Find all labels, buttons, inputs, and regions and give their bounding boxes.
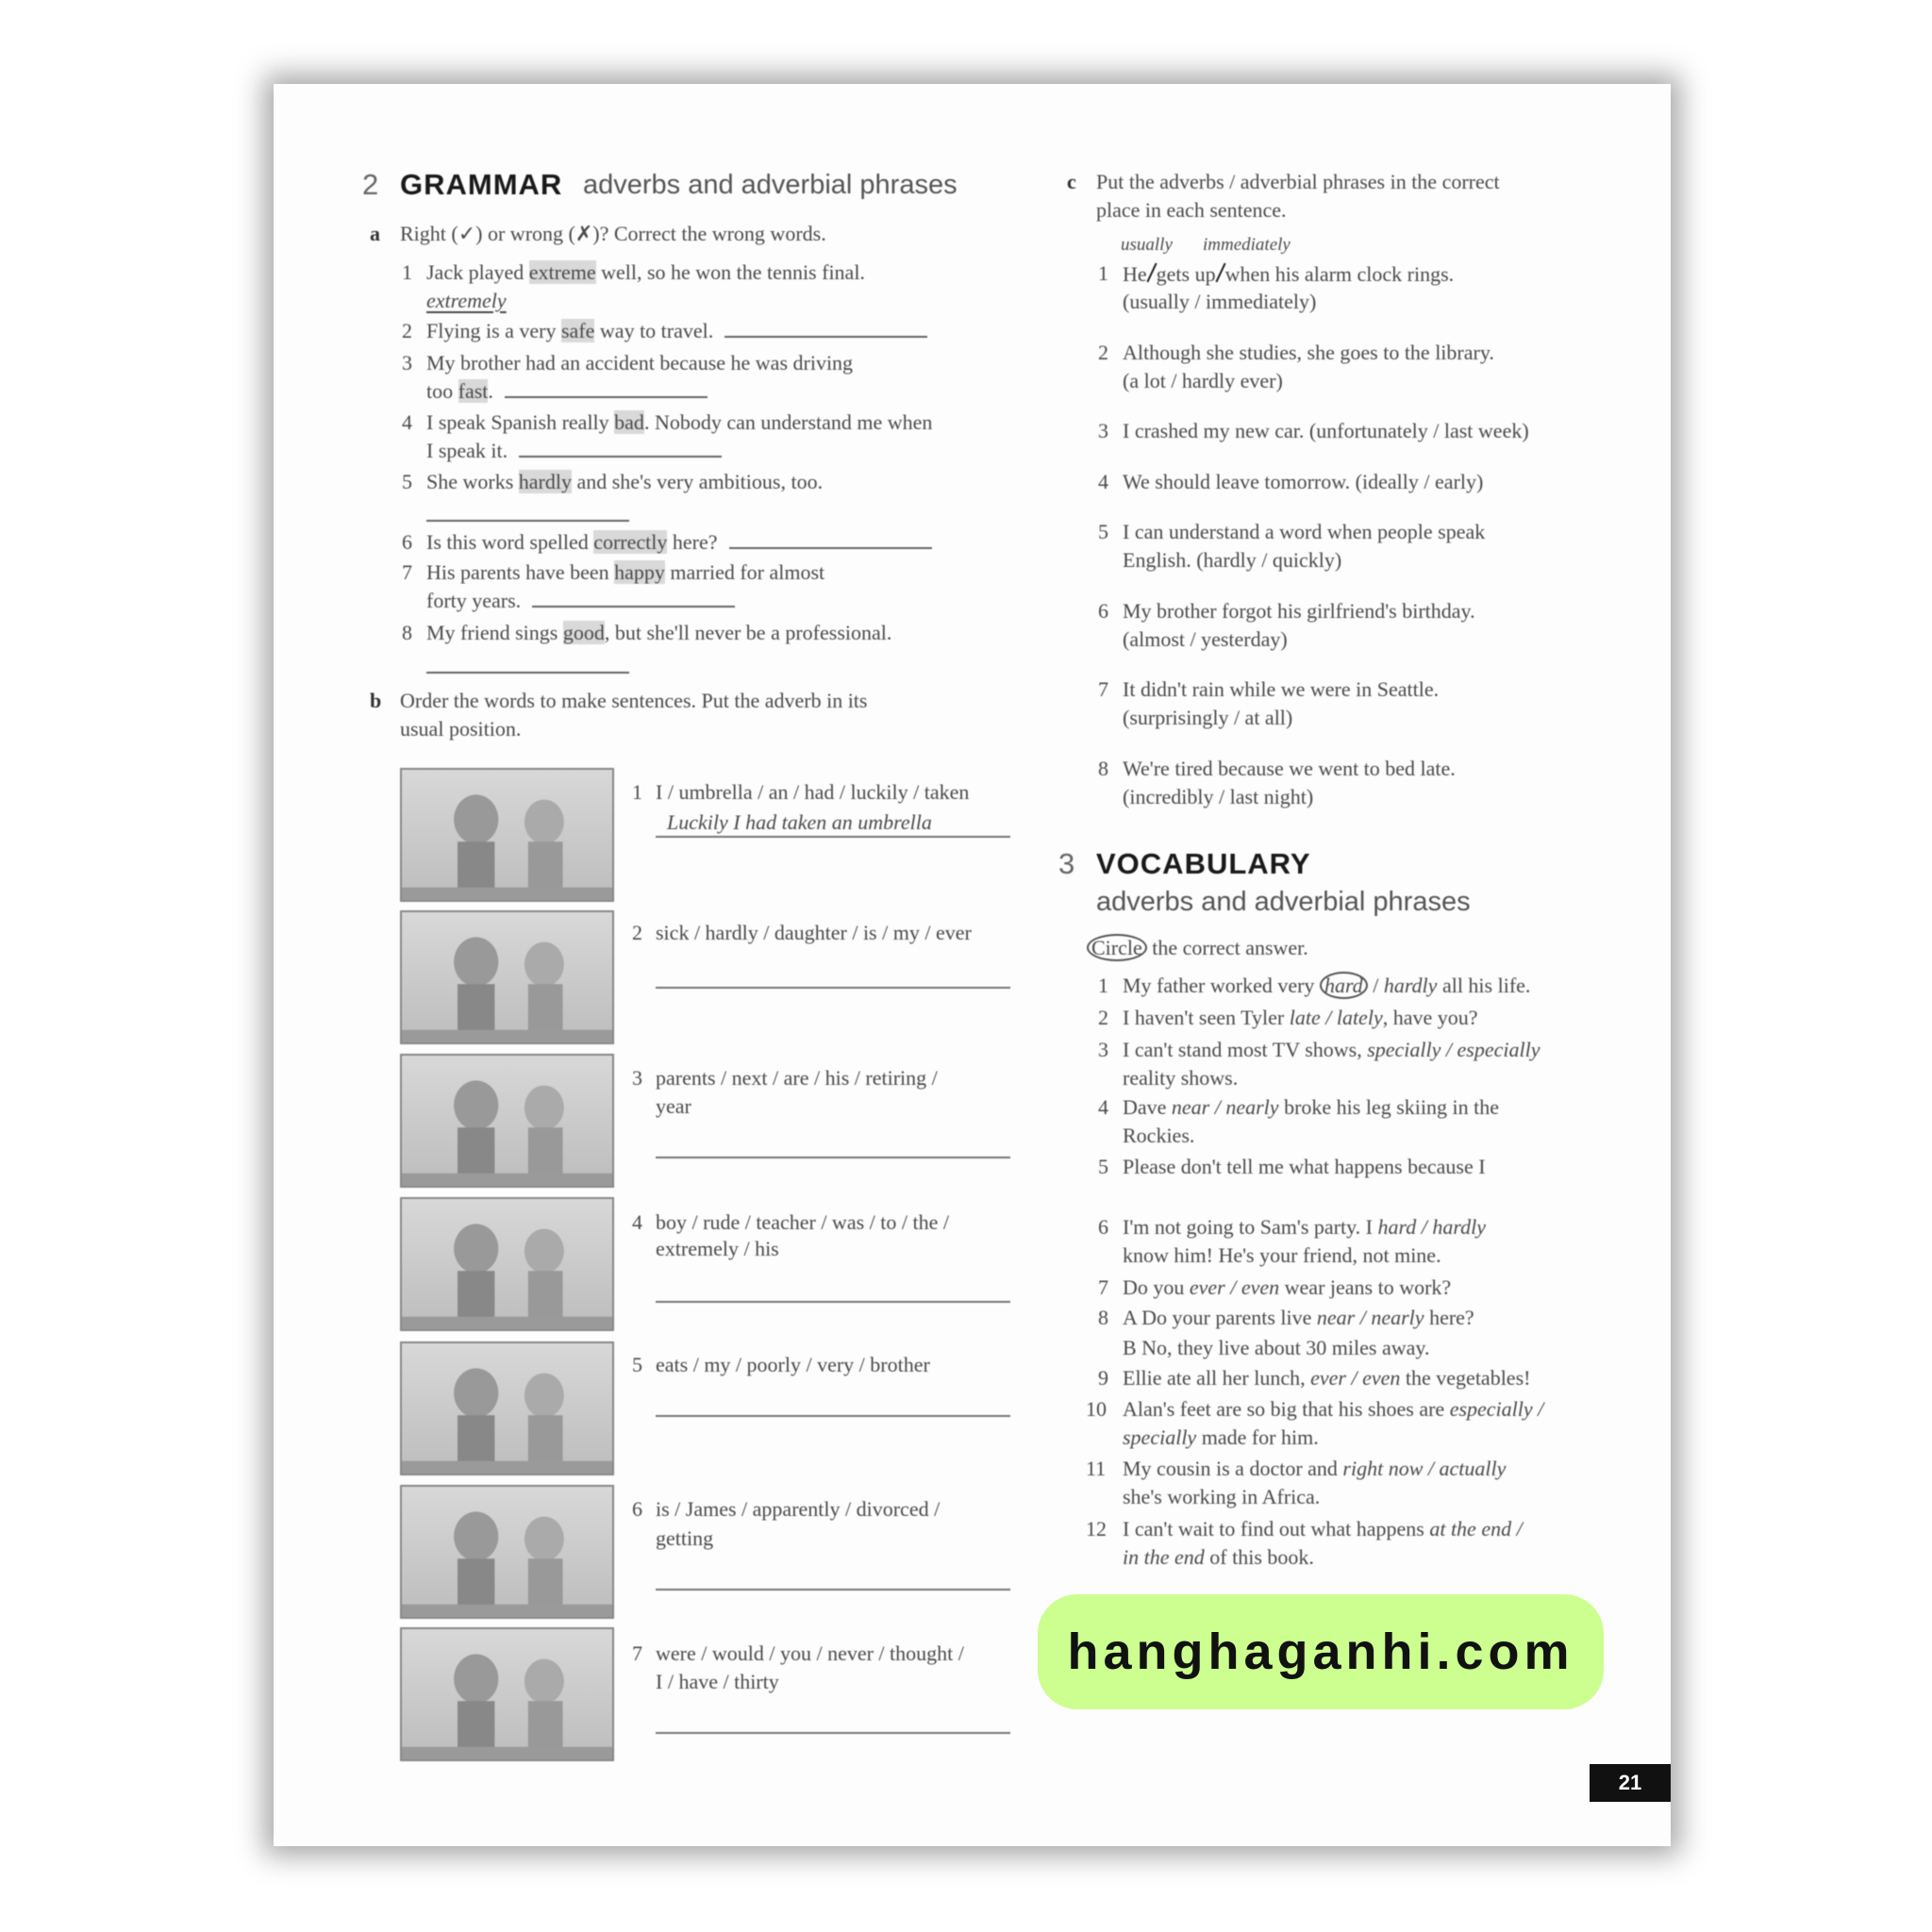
exercise-instruction: place in each sentence. (1096, 198, 1287, 222)
grammar-section-number: 2 (362, 168, 379, 201)
illustration-two-women-child (400, 910, 614, 1044)
item-number: 6 (402, 530, 412, 554)
answer-blank[interactable] (729, 530, 932, 549)
text-segment: (a lot / hardly ever) (1123, 369, 1283, 392)
answer-option: right now / actually (1342, 1457, 1507, 1480)
text-segment: / (1367, 974, 1384, 997)
item-number: 7 (1098, 677, 1108, 701)
text-segment: He (1123, 262, 1147, 286)
text-segment: My father worked very (1123, 974, 1320, 997)
item-number: 9 (1098, 1366, 1108, 1390)
answer-option: near / nearly (1171, 1095, 1279, 1119)
vocabulary-sentence (1123, 1335, 1429, 1361)
circle-example: Circle (1087, 934, 1147, 961)
item-number: 2 (402, 319, 412, 342)
text-segment: We should leave tomorrow. (ideally / early) (1123, 470, 1484, 493)
item-number: 8 (1098, 757, 1108, 780)
highlighted-word: bad (614, 410, 644, 434)
item-number: 3 (402, 351, 412, 375)
vocabulary-sentence (1123, 1305, 1474, 1331)
item-number: 6 (1098, 1215, 1108, 1239)
watermark-banner (1038, 1594, 1604, 1709)
answer-option: ever / even (1189, 1275, 1280, 1299)
vocabulary-sentence (1123, 1456, 1506, 1482)
text-segment: Alan's feet are so big that his shoes are (1123, 1397, 1450, 1421)
answer-option: specially (1123, 1425, 1197, 1449)
text-segment: She works (426, 470, 519, 493)
vocabulary-section-title: VOCABULARY (1096, 847, 1311, 880)
word-prompt: extremely / his (656, 1237, 779, 1260)
item-number: 5 (402, 470, 412, 493)
exercise-instruction: Put the adverbs / adverbial phrases in the correct (1096, 170, 1500, 193)
text-segment: way to travel. (594, 319, 714, 342)
item-number: 7 (632, 1641, 642, 1665)
exercise-sentence (1123, 260, 1454, 288)
vocabulary-sentence (1123, 1037, 1540, 1063)
text-segment: and she's very ambitious, too. (571, 470, 824, 493)
item-number: 1 (1098, 974, 1108, 997)
answer-blank[interactable] (519, 439, 722, 458)
item-number: 2 (1098, 341, 1108, 364)
text-segment: A Do your parents live (1123, 1306, 1317, 1329)
item-number: 3 (1098, 1038, 1108, 1061)
highlighted-word: fast (458, 379, 489, 403)
text-segment: We're tired because we went to bed late. (1123, 757, 1456, 780)
item-number: 8 (402, 621, 412, 644)
grammar-section-subtitle: adverbs and adverbial phrases (583, 170, 958, 200)
text-segment: wear jeans to work? (1279, 1275, 1452, 1299)
text-segment: Please don't tell me what happens because I (1123, 1155, 1486, 1178)
item-number: 4 (1098, 470, 1108, 493)
text-segment: His parents have been (426, 560, 615, 584)
exercise-sentence (426, 438, 722, 464)
vocabulary-section-number: 3 (1058, 847, 1075, 880)
item-number: 1 (632, 780, 642, 804)
answer-blank[interactable] (505, 379, 708, 398)
answer-blank[interactable] (426, 655, 629, 674)
text-segment: (surprisingly / at all) (1123, 706, 1293, 729)
exercise-sentence (426, 378, 708, 405)
exercise-sentence (1123, 547, 1341, 574)
exercise-sentence (426, 288, 507, 314)
word-prompt: year (656, 1094, 691, 1118)
answer-option: especially / (1449, 1397, 1544, 1421)
answer-option: specially / especially (1367, 1038, 1541, 1061)
text-segment: Jack played (426, 260, 529, 284)
vocabulary-instruction (1087, 935, 1308, 961)
word-prompt: sick / hardly / daughter / is / my / ever (656, 921, 972, 944)
watermark-text: hanghaganhi.com (1067, 1624, 1574, 1680)
illustration-cafe-gossip (400, 1485, 614, 1619)
vocabulary-sentence (1123, 1154, 1486, 1180)
word-prompt: were / would / you / never / thought / (656, 1641, 964, 1665)
item-number: 6 (632, 1497, 642, 1521)
item-number: 3 (632, 1066, 642, 1090)
item-number: 8 (1098, 1306, 1108, 1329)
insertion-mark (1147, 260, 1157, 281)
answer-line[interactable] (656, 987, 1010, 989)
item-number: 2 (1098, 1006, 1108, 1029)
exercise-sentence (1123, 676, 1439, 703)
vocabulary-sentence (1123, 1516, 1523, 1542)
exercise-sentence (1123, 784, 1313, 810)
answer-option: hardly (1383, 974, 1438, 997)
item-number: 7 (1098, 1275, 1108, 1299)
exercise-sentence (1123, 756, 1456, 782)
text-segment: Do you (1123, 1275, 1190, 1299)
text-segment: know him! He's your friend, not mine. (1123, 1243, 1441, 1267)
item-number: 1 (402, 260, 412, 284)
answer-option: ever / even (1310, 1366, 1401, 1390)
item-number: 5 (1098, 520, 1108, 543)
text-segment: . Nobody can understand me when (643, 410, 933, 434)
text-segment: , have you? (1382, 1006, 1478, 1029)
exercise-sentence (426, 350, 853, 376)
text-segment: , but she'll never be a professional. (604, 621, 892, 644)
circled-answer: hard (1320, 972, 1368, 999)
vocabulary-sentence (1123, 1424, 1319, 1451)
item-number: 11 (1086, 1457, 1107, 1480)
example-answer: extremely (426, 289, 507, 312)
item-number: 5 (632, 1353, 642, 1376)
exercise-sentence (426, 259, 865, 286)
insertion-mark (1216, 260, 1225, 281)
word-prompt: I / have / thirty (656, 1670, 779, 1693)
text-segment: broke his leg skiing in the (1278, 1095, 1499, 1119)
answer-line[interactable] (656, 1415, 1010, 1417)
illustration-older-couple (400, 1054, 614, 1188)
text-segment: the vegetables! (1400, 1366, 1531, 1390)
answer-line[interactable] (656, 1732, 1010, 1734)
highlighted-word: correctly (593, 530, 668, 554)
word-prompt: eats / my / poorly / very / brother (656, 1353, 930, 1376)
text-segment: Is this word spelled (426, 530, 594, 554)
insertion-hint: usually (1121, 235, 1173, 255)
text-segment: when his alarm clock rings. (1224, 262, 1455, 286)
text-segment: It didn't rain while we were in Seattle. (1123, 677, 1440, 701)
answer-line[interactable] (656, 1589, 1010, 1591)
grammar-section-title: GRAMMAR (400, 168, 563, 201)
exercise-sentence (426, 588, 735, 614)
text-segment: made for him. (1196, 1425, 1319, 1449)
text-segment: too (426, 379, 458, 403)
exercise-letter: c (1067, 170, 1076, 193)
vocabulary-sentence (1123, 973, 1530, 999)
exercise-instruction: Right (✓) or wrong (✗)? Correct the wrong words. (400, 222, 826, 245)
exercise-sentence (1123, 705, 1292, 731)
answer-blank[interactable] (724, 319, 927, 338)
exercise-sentence (1123, 340, 1494, 366)
highlighted-word: hardly (518, 470, 572, 493)
vocabulary-sentence (1123, 1123, 1194, 1149)
answer-option: late / lately (1289, 1006, 1383, 1029)
vocabulary-sentence (1123, 1214, 1486, 1241)
word-prompt: I / umbrella / an / had / luckily / taken (656, 780, 970, 804)
exercise-sentence (426, 559, 824, 586)
answer-line[interactable] (656, 1301, 1010, 1303)
text-segment: of this book. (1204, 1545, 1314, 1569)
text-segment: (usually / immediately) (1123, 290, 1317, 313)
text-segment: My friend sings (426, 621, 563, 644)
highlighted-word: happy (614, 560, 665, 584)
text-segment: I crashed my new car. (unfortunately / last week) (1123, 419, 1529, 442)
item-number: 4 (402, 410, 412, 434)
text-segment: well, so he won the tennis final. (595, 260, 865, 284)
text-segment: My brother had an accident because he was driving (426, 351, 854, 375)
exercise-instruction: Order the words to make sentences. Put the adverb in its (400, 689, 868, 712)
illustration-office-workers (400, 1627, 614, 1761)
text-segment: My cousin is a doctor and (1123, 1457, 1343, 1480)
exercise-sentence (1123, 469, 1483, 495)
vocabulary-sentence (1123, 1484, 1320, 1510)
vocabulary-sentence (1123, 1242, 1441, 1269)
exercise-sentence (1123, 418, 1529, 444)
text-segment: My brother forgot his girlfriend's birthday. (1123, 599, 1475, 623)
text-segment: (almost / yesterday) (1123, 627, 1288, 651)
exercise-sentence (426, 409, 932, 436)
answer-blank[interactable] (426, 503, 629, 522)
text-segment: (incredibly / last night) (1123, 785, 1314, 808)
exercise-sentence (426, 469, 823, 495)
exercise-sentence (426, 502, 629, 528)
text-segment: here? (1424, 1306, 1474, 1329)
item-number: 5 (1098, 1155, 1108, 1178)
vocabulary-section-subtitle: adverbs and adverbial phrases (1096, 887, 1471, 917)
text-segment: I can't wait to find out what happens (1123, 1517, 1430, 1541)
text-segment: all his life. (1437, 974, 1531, 997)
illustration-school-corridor (400, 1197, 614, 1331)
vocabulary-sentence (1123, 1065, 1238, 1091)
instruction-text: the correct answer. (1146, 936, 1308, 959)
exercise-sentence (1123, 368, 1283, 394)
text-segment: she's working in Africa. (1123, 1485, 1321, 1508)
vocabulary-sentence (1123, 1396, 1543, 1423)
text-segment: Flying is a very (426, 319, 561, 342)
exercise-sentence (1123, 519, 1485, 545)
text-segment: B No, they live about 30 miles away. (1123, 1336, 1430, 1359)
exercise-instruction: usual position. (400, 717, 522, 741)
item-number: 1 (1098, 261, 1108, 285)
text-segment: here? (667, 530, 718, 554)
exercise-letter: b (370, 689, 382, 712)
exercise-sentence (426, 654, 629, 680)
item-number: 10 (1086, 1397, 1107, 1421)
text-segment: I can understand a word when people speak (1123, 520, 1486, 543)
vocabulary-sentence (1123, 1094, 1499, 1121)
item-number: 6 (1098, 599, 1108, 623)
exercise-sentence (1123, 598, 1475, 625)
vocabulary-sentence (1123, 1005, 1478, 1031)
answer-option: hard / hardly (1377, 1215, 1486, 1239)
text-segment: reality shows. (1123, 1066, 1239, 1090)
illustration-man-eating (400, 1341, 614, 1475)
exercise-sentence (426, 620, 891, 646)
vocabulary-sentence (1123, 1544, 1314, 1571)
vocabulary-sentence (1123, 1365, 1530, 1391)
vocabulary-sentence (1123, 1274, 1451, 1301)
item-number: 2 (632, 921, 642, 944)
answer-blank[interactable] (532, 589, 735, 608)
text-segment: I'm not going to Sam's party. I (1123, 1215, 1378, 1239)
text-segment: I speak it. (426, 439, 508, 462)
insertion-hint: immediately (1203, 235, 1291, 255)
text-segment: Rockies. (1123, 1124, 1195, 1147)
item-number: 4 (1098, 1095, 1108, 1119)
answer-line[interactable] (656, 836, 1010, 838)
item-number: 7 (402, 560, 412, 584)
text-segment: . (488, 379, 493, 403)
item-number: 4 (632, 1210, 642, 1234)
exercise-sentence (426, 318, 927, 344)
text-segment: I can't stand most TV shows, (1123, 1038, 1368, 1061)
text-segment: forty years. (426, 589, 522, 612)
item-number: 3 (1098, 419, 1108, 442)
exercise-sentence (426, 529, 932, 556)
illustration-umbrella-rain (400, 768, 614, 902)
word-prompt: parents / next / are / his / retiring / (656, 1066, 938, 1090)
word-prompt: is / James / apparently / divorced / (656, 1497, 941, 1521)
exercise-sentence (1123, 626, 1288, 653)
answer-option: near / nearly (1316, 1306, 1424, 1329)
text-segment: I haven't seen Tyler (1123, 1006, 1290, 1029)
text-segment: married for almost (664, 560, 825, 584)
exercise-sentence (1123, 289, 1316, 315)
exercise-letter: a (370, 222, 380, 245)
item-number: 12 (1086, 1517, 1107, 1541)
text-segment: gets up (1156, 262, 1216, 286)
page-number: 21 (1590, 1764, 1671, 1802)
highlighted-word: safe (561, 319, 595, 342)
highlighted-word: extreme (528, 260, 596, 284)
text-segment: English. (hardly / quickly) (1123, 548, 1342, 572)
answer-line[interactable] (656, 1157, 1010, 1158)
answer-option: in the end (1123, 1545, 1205, 1569)
highlighted-word: good (562, 621, 605, 644)
text-segment: Although she studies, she goes to the library. (1123, 341, 1494, 364)
answer-option: at the end / (1429, 1517, 1523, 1541)
word-prompt: getting (656, 1526, 714, 1550)
text-segment: Ellie ate all her lunch, (1123, 1366, 1311, 1390)
text-segment: I speak Spanish really (426, 410, 615, 434)
text-segment: Dave (1123, 1095, 1172, 1119)
word-prompt: boy / rude / teacher / was / to / the / (656, 1210, 949, 1234)
example-answer: Luckily I had taken an umbrella (667, 810, 932, 834)
